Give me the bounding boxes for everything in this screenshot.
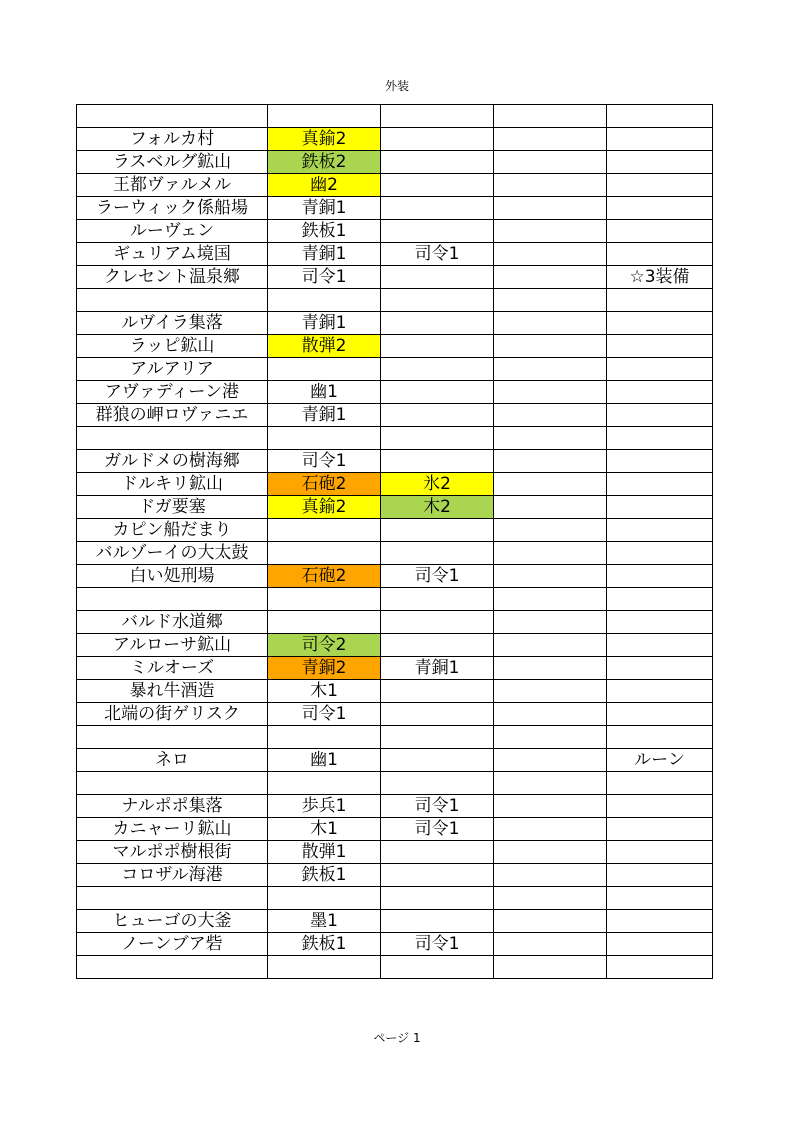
material-cell-2: 青銅1 [381, 657, 494, 680]
location-cell: ラスベルグ鉱山 [77, 151, 268, 174]
material-cell-2 [381, 312, 494, 335]
material-cell-3 [494, 933, 607, 956]
spreadsheet-body [77, 105, 713, 979]
note-cell [607, 703, 713, 726]
location-cell [77, 726, 268, 749]
note-cell [607, 243, 713, 266]
material-cell-3 [494, 151, 607, 174]
location-cell: 王都ヴァルメル [77, 174, 268, 197]
material-cell-2: 木2 [381, 496, 494, 519]
location-cell: バルゾーイの大太鼓 [77, 542, 268, 565]
material-cell-2 [381, 634, 494, 657]
material-cell-2 [381, 197, 494, 220]
location-cell: ネロ [77, 749, 268, 772]
material-cell-1: 青銅1 [268, 243, 381, 266]
note-cell [607, 542, 713, 565]
note-cell [607, 335, 713, 358]
location-cell: ギュリアム境国 [77, 243, 268, 266]
note-cell [607, 128, 713, 151]
material-cell-1 [268, 358, 381, 381]
location-cell: アルローサ鉱山 [77, 634, 268, 657]
note-cell [607, 588, 713, 611]
location-cell: ヒューゴの大釜 [77, 910, 268, 933]
note-cell [607, 680, 713, 703]
note-cell [607, 289, 713, 312]
material-cell-3 [494, 864, 607, 887]
material-cell-2: 司令1 [381, 795, 494, 818]
material-cell-1: 墨1 [268, 910, 381, 933]
material-cell-3 [494, 634, 607, 657]
material-cell-3 [494, 128, 607, 151]
material-cell-2 [381, 289, 494, 312]
table-row [77, 197, 713, 220]
material-cell-3 [494, 703, 607, 726]
material-cell-3 [494, 910, 607, 933]
material-cell-2: 司令1 [381, 565, 494, 588]
material-cell-1: 司令1 [268, 450, 381, 473]
location-cell: ラーウィック係船場 [77, 197, 268, 220]
material-cell-1: 鉄板1 [268, 220, 381, 243]
note-cell [607, 151, 713, 174]
material-cell-1 [268, 726, 381, 749]
note-cell [607, 772, 713, 795]
location-cell: ドガ要塞 [77, 496, 268, 519]
table-row [77, 680, 713, 703]
table-row [77, 657, 713, 680]
material-cell-1 [268, 427, 381, 450]
material-cell-1 [268, 289, 381, 312]
table-row [77, 473, 713, 496]
material-cell-3 [494, 105, 607, 128]
material-cell-3 [494, 588, 607, 611]
material-cell-2 [381, 358, 494, 381]
material-cell-2 [381, 266, 494, 289]
table-row [77, 611, 713, 634]
note-cell [607, 565, 713, 588]
material-cell-3 [494, 266, 607, 289]
material-cell-2 [381, 404, 494, 427]
table-row [77, 933, 713, 956]
table-row [77, 519, 713, 542]
location-cell [77, 956, 268, 979]
material-cell-1: 幽1 [268, 381, 381, 404]
note-cell: ルーン [607, 749, 713, 772]
material-cell-1: 幽1 [268, 749, 381, 772]
material-cell-1: 木1 [268, 818, 381, 841]
location-cell: ルーヴェン [77, 220, 268, 243]
material-cell-2 [381, 703, 494, 726]
material-cell-3 [494, 565, 607, 588]
material-cell-3 [494, 335, 607, 358]
note-cell [607, 220, 713, 243]
material-cell-1 [268, 956, 381, 979]
location-cell: 白い処刑場 [77, 565, 268, 588]
location-cell: 暴れ牛酒造 [77, 680, 268, 703]
material-cell-3 [494, 772, 607, 795]
location-cell: 北端の街ゲリスク [77, 703, 268, 726]
material-cell-2 [381, 105, 494, 128]
material-cell-1 [268, 611, 381, 634]
material-cell-1: 散弾2 [268, 335, 381, 358]
table-row [77, 887, 713, 910]
location-cell: フォルカ村 [77, 128, 268, 151]
location-cell [77, 427, 268, 450]
table-row [77, 703, 713, 726]
material-cell-2 [381, 542, 494, 565]
location-cell [77, 105, 268, 128]
material-cell-1: 青銅1 [268, 197, 381, 220]
location-cell [77, 289, 268, 312]
location-cell: カピン船だまり [77, 519, 268, 542]
material-cell-3 [494, 749, 607, 772]
spreadsheet-table [76, 104, 713, 979]
material-cell-3 [494, 519, 607, 542]
location-cell [77, 772, 268, 795]
material-cell-1: 青銅2 [268, 657, 381, 680]
material-cell-2: 氷2 [381, 473, 494, 496]
material-cell-1: 木1 [268, 680, 381, 703]
material-cell-1: 散弾1 [268, 841, 381, 864]
note-cell [607, 726, 713, 749]
location-cell [77, 588, 268, 611]
material-cell-2: 司令1 [381, 933, 494, 956]
material-cell-2 [381, 841, 494, 864]
material-cell-1: 石砲2 [268, 473, 381, 496]
material-cell-1: 鉄板1 [268, 864, 381, 887]
location-cell: ガルドメの樹海郷 [77, 450, 268, 473]
material-cell-3 [494, 496, 607, 519]
note-cell [607, 174, 713, 197]
material-cell-1 [268, 887, 381, 910]
note-cell [607, 312, 713, 335]
table-row [77, 496, 713, 519]
note-cell [607, 473, 713, 496]
table-row [77, 128, 713, 151]
location-cell: カニャーリ鉱山 [77, 818, 268, 841]
material-cell-2 [381, 450, 494, 473]
table-row [77, 588, 713, 611]
location-cell: アルアリア [77, 358, 268, 381]
table-row [77, 266, 713, 289]
note-cell [607, 818, 713, 841]
table-row [77, 634, 713, 657]
material-cell-1: 鉄板2 [268, 151, 381, 174]
page-header-title: 外装 [384, 79, 409, 93]
table-row [77, 312, 713, 335]
table-row [77, 335, 713, 358]
location-cell: マルポポ樹根街 [77, 841, 268, 864]
table-row [77, 749, 713, 772]
material-cell-2 [381, 151, 494, 174]
table-row [77, 105, 713, 128]
note-cell [607, 197, 713, 220]
note-cell [607, 841, 713, 864]
location-cell: バルド水道郷 [77, 611, 268, 634]
table-row [77, 841, 713, 864]
table-row [77, 795, 713, 818]
material-cell-2 [381, 128, 494, 151]
table-row [77, 956, 713, 979]
material-cell-3 [494, 795, 607, 818]
note-cell [607, 910, 713, 933]
material-cell-1: 青銅1 [268, 404, 381, 427]
material-cell-3 [494, 289, 607, 312]
material-cell-2 [381, 864, 494, 887]
note-cell: ☆3装備 [607, 266, 713, 289]
table-row [77, 542, 713, 565]
material-cell-2 [381, 427, 494, 450]
material-cell-2 [381, 956, 494, 979]
note-cell [607, 611, 713, 634]
material-cell-1: 歩兵1 [268, 795, 381, 818]
material-cell-3 [494, 680, 607, 703]
location-cell: ドルキリ鉱山 [77, 473, 268, 496]
table-row [77, 450, 713, 473]
table-row [77, 404, 713, 427]
material-cell-1: 司令1 [268, 703, 381, 726]
material-cell-2 [381, 588, 494, 611]
table-row [77, 381, 713, 404]
table-row [77, 772, 713, 795]
material-cell-2 [381, 680, 494, 703]
table-row [77, 864, 713, 887]
material-cell-3 [494, 956, 607, 979]
location-cell: コロザル海港 [77, 864, 268, 887]
table-row [77, 174, 713, 197]
material-cell-1: 青銅1 [268, 312, 381, 335]
note-cell [607, 956, 713, 979]
table-row [77, 726, 713, 749]
material-cell-1: 石砲2 [268, 565, 381, 588]
table-row [77, 565, 713, 588]
material-cell-3 [494, 243, 607, 266]
note-cell [607, 519, 713, 542]
material-cell-2 [381, 381, 494, 404]
material-cell-1 [268, 588, 381, 611]
material-cell-3 [494, 358, 607, 381]
table-row [77, 358, 713, 381]
note-cell [607, 864, 713, 887]
note-cell [607, 887, 713, 910]
material-cell-2 [381, 772, 494, 795]
note-cell [607, 105, 713, 128]
note-cell [607, 795, 713, 818]
material-cell-2 [381, 174, 494, 197]
material-cell-2 [381, 726, 494, 749]
material-cell-3 [494, 404, 607, 427]
note-cell [607, 657, 713, 680]
table-row [77, 151, 713, 174]
material-cell-2: 司令1 [381, 818, 494, 841]
material-cell-3 [494, 542, 607, 565]
note-cell [607, 404, 713, 427]
note-cell [607, 634, 713, 657]
material-cell-1: 真鍮2 [268, 128, 381, 151]
material-cell-2: 司令1 [381, 243, 494, 266]
note-cell [607, 358, 713, 381]
location-cell: クレセント温泉郷 [77, 266, 268, 289]
material-cell-3 [494, 887, 607, 910]
location-cell: ルヴイラ集落 [77, 312, 268, 335]
table-row [77, 427, 713, 450]
location-cell: アヴァディーン港 [77, 381, 268, 404]
location-cell: ラッピ鉱山 [77, 335, 268, 358]
location-cell: ノーンブア砦 [77, 933, 268, 956]
material-cell-1: 司令1 [268, 266, 381, 289]
table-row [77, 910, 713, 933]
material-cell-3 [494, 312, 607, 335]
material-cell-3 [494, 726, 607, 749]
material-cell-3 [494, 381, 607, 404]
material-cell-1 [268, 772, 381, 795]
material-cell-3 [494, 841, 607, 864]
material-cell-3 [494, 473, 607, 496]
material-cell-3 [494, 818, 607, 841]
material-cell-3 [494, 657, 607, 680]
material-cell-2 [381, 519, 494, 542]
material-cell-3 [494, 427, 607, 450]
note-cell [607, 933, 713, 956]
material-cell-1: 司令2 [268, 634, 381, 657]
material-cell-2 [381, 220, 494, 243]
note-cell [607, 450, 713, 473]
table-row [77, 243, 713, 266]
location-cell: 群狼の岬ロヴァニエ [77, 404, 268, 427]
material-cell-1 [268, 105, 381, 128]
material-cell-2 [381, 335, 494, 358]
table-row [77, 220, 713, 243]
material-cell-3 [494, 611, 607, 634]
material-cell-2 [381, 887, 494, 910]
location-cell: ミルオーズ [77, 657, 268, 680]
material-cell-1 [268, 519, 381, 542]
material-cell-3 [494, 197, 607, 220]
material-cell-1: 幽2 [268, 174, 381, 197]
note-cell [607, 427, 713, 450]
location-cell [77, 887, 268, 910]
material-cell-2 [381, 910, 494, 933]
note-cell [607, 381, 713, 404]
material-cell-2 [381, 749, 494, 772]
material-cell-3 [494, 220, 607, 243]
material-cell-1 [268, 542, 381, 565]
page-number-footer: ページ 1 [373, 1031, 421, 1045]
material-cell-2 [381, 611, 494, 634]
table-row [77, 818, 713, 841]
table-row [77, 289, 713, 312]
note-cell [607, 496, 713, 519]
material-cell-3 [494, 450, 607, 473]
location-cell: ナルポポ集落 [77, 795, 268, 818]
material-cell-1: 鉄板1 [268, 933, 381, 956]
material-cell-3 [494, 174, 607, 197]
material-cell-1: 真鍮2 [268, 496, 381, 519]
